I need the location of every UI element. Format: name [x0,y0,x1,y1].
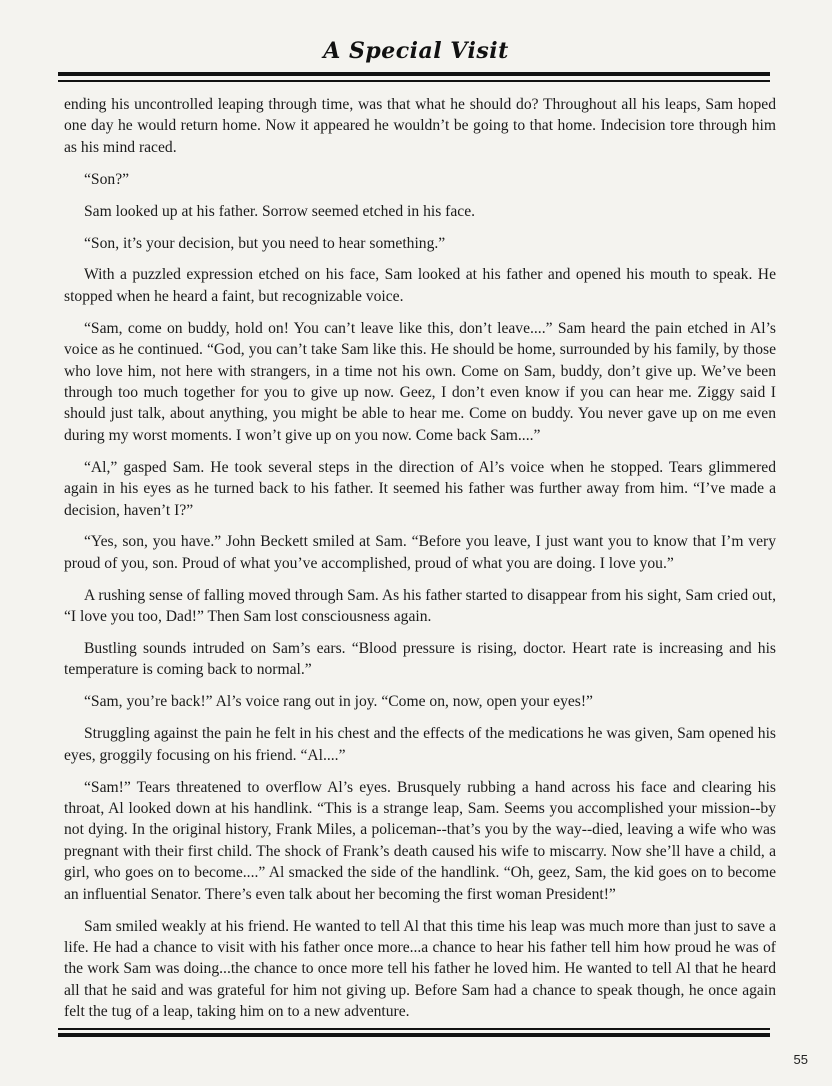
header-rule-thin [58,80,770,82]
paragraph: Bustling sounds intruded on Sam’s ears. “Blood pressure is rising, doctor. Heart rate is increasing and his temperature is coming back to normal.” [64,640,776,679]
paragraph: Struggling against the pain he felt in his chest and the effects of the medications he was given, Sam opened his eyes, groggily focusing on his friend. “Al....” [64,725,776,764]
paragraph: “Sam!” Tears threatened to overflow Al’s eyes. Brusquely rubbing a hand across his face and clearing his throat, Al looked down at his handlink. “This is a strange leap, Sam. Seems you accomplished your mission--by not dying. In the original history, Frank Miles, a policeman--that’s you by the way--died, leaving a wife who was pregnant with their first child. The shock of Frank’s death caused his wife to miscarry. Now she’ll have a child, a girl, who goes on to become....” Al smacked the side of the handlink. “Oh, geez, Sam, the kid goes on to become an influential Senator. There’s even talk about her becoming the first woman President!” [64,778,776,903]
story-body [64,94,776,1033]
header-rule-thick [58,72,770,76]
paragraph: “Sam, come on buddy, hold on! You can’t leave like this, don’t leave....” Sam heard the pain etched in Al’s voice as he continued. “God, you can’t take Sam like this. He should be home, surrounded by his family, by those who love him, not here with strangers, in a time not his own. Come on Sam, buddy, don’t give up. We’ve been through too much together for you to give up now. Geez, I don’t even know if you can hear me. Ziggy said I should just talk, about anything, you might be able to hear me. Come on buddy. You never gave up on me even during my worst moments. I won’t give up on you now. Come back Sam....” [64,319,776,444]
paragraph: “Yes, son, you have.” John Beckett smiled at Sam. “Before you leave, I just want you to know that I’m very proud of you, son. Proud of what you’ve accomplished, proud of what you are doing. I love you.” [64,533,776,572]
paragraph: ending his uncontrolled leaping through time, was that what he should do? Throughout all his leaps, Sam hoped one day he would return home. Now it appeared he wouldn’t be going to that home. Indecision tore through him as his mind raced. [64,96,776,156]
paragraph: “Al,” gasped Sam. He took several steps in the direction of Al’s voice when he stopped. Tears glimmered again in his eyes as he turned back to his father. It seemed his father was further away from him. “I’ve made a decision, haven’t I?” [64,458,776,519]
paragraph: “Son, it’s your decision, but you need to hear something.” [84,234,446,252]
paragraph: “Sam, you’re back!” Al’s voice rang out in joy. “Come on, now, open your eyes!” [84,693,593,711]
paragraph: Sam smiled weakly at his friend. He wanted to tell Al that this time his leap was much more than just to save a life. He had a chance to visit with his father once more...a chance to hear his father tell him how proud he was of the work Sam was doing...the chance to once more tell his father he loved him. He wanted to tell Al that he heard all that he said and was grateful for him not giving up. Before Sam had a chance to speak though, he once again felt the tug of a leap, taking him on to a new adventure. [64,917,776,1021]
paragraph: A rushing sense of falling moved through Sam. As his father started to disappear from his sight, Sam cried out, “I love you too, Dad!” Then Sam lost consciousness again. [64,586,776,626]
footer-rule-thick [58,1033,770,1037]
paragraph: With a puzzled expression etched on his face, Sam looked at his father and opened his mouth to speak. He stopped when he heard a faint, but recognizable voice. [64,266,776,305]
page-number: 55 [793,1052,808,1067]
page-header-title: A Special Visit [323,38,509,64]
paragraph: Sam looked up at his father. Sorrow seemed etched in his face. [84,202,476,220]
footer-rule-thin [58,1028,770,1030]
paragraph: “Son?” [84,170,130,188]
